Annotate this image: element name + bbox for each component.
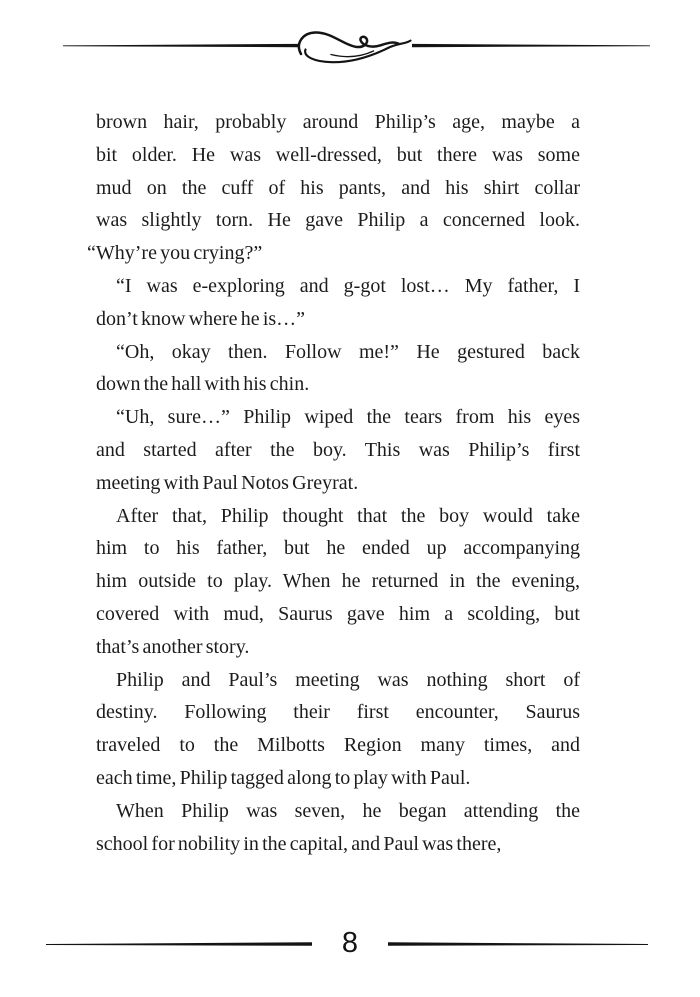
text-line: “I was e-exploring and g-got lost… My father, I — [116, 274, 580, 297]
paragraph — [96, 795, 580, 861]
text-line: When Philip was seven, he began attending the — [116, 799, 580, 822]
text-line: traveled to the Milbotts Region many times, and — [96, 734, 580, 757]
text-line: “Why’re you crying?” — [87, 242, 263, 265]
text-line: bit older. He was well-dressed, but there was some — [96, 143, 580, 166]
text-line: meeting with Paul Notos Greyrat. — [96, 471, 359, 494]
text-line: covered with mud, Saurus gave him a scolding, but — [96, 602, 580, 625]
text-line: brown hair, probably around Philip’s age, maybe a — [96, 111, 580, 133]
text-line: “Oh, okay then. Follow me!” He gestured back — [116, 340, 580, 363]
paragraph — [96, 500, 580, 664]
tapered-rule-right-icon — [412, 44, 650, 47]
text-line: Philip and Paul’s meeting was nothing short of — [116, 668, 580, 691]
paragraph — [96, 336, 580, 402]
text-line: After that, Philip thought that the boy would take — [116, 504, 580, 527]
text-line: down the hall with his chin. — [96, 373, 310, 396]
paragraph — [96, 401, 580, 499]
paragraph — [96, 270, 580, 336]
text-line: school for nobility in the capital, and Paul was there, — [96, 832, 502, 855]
page-number: 8 — [341, 927, 359, 959]
body-text — [87, 106, 580, 860]
header-divider-ornament — [0, 0, 700, 90]
text-line: and started after the boy. This was Philip’s first — [96, 438, 580, 461]
text-line: don’t know where he is…” — [96, 307, 306, 330]
text-line: that’s another story. — [96, 635, 250, 658]
text-line: “Uh, sure…” Philip wiped the tears from his eyes — [116, 406, 580, 429]
text-line: each time, Philip tagged along to play with Paul. — [96, 766, 471, 789]
flourish-icon — [299, 32, 411, 62]
paragraph — [87, 106, 580, 270]
text-line: destiny. Following their first encounter, Saurus — [96, 701, 580, 724]
text-line: him outside to play. When he returned in the evening, — [96, 570, 580, 593]
tapered-rule-left-icon — [63, 44, 298, 47]
text-line: him to his father, but he ended up accompanying — [96, 537, 580, 560]
text-line: mud on the cuff of his pants, and his shirt collar — [96, 176, 580, 199]
text-line: was slightly torn. He gave Philip a concerned look. — [96, 209, 580, 232]
paragraph — [96, 664, 580, 795]
